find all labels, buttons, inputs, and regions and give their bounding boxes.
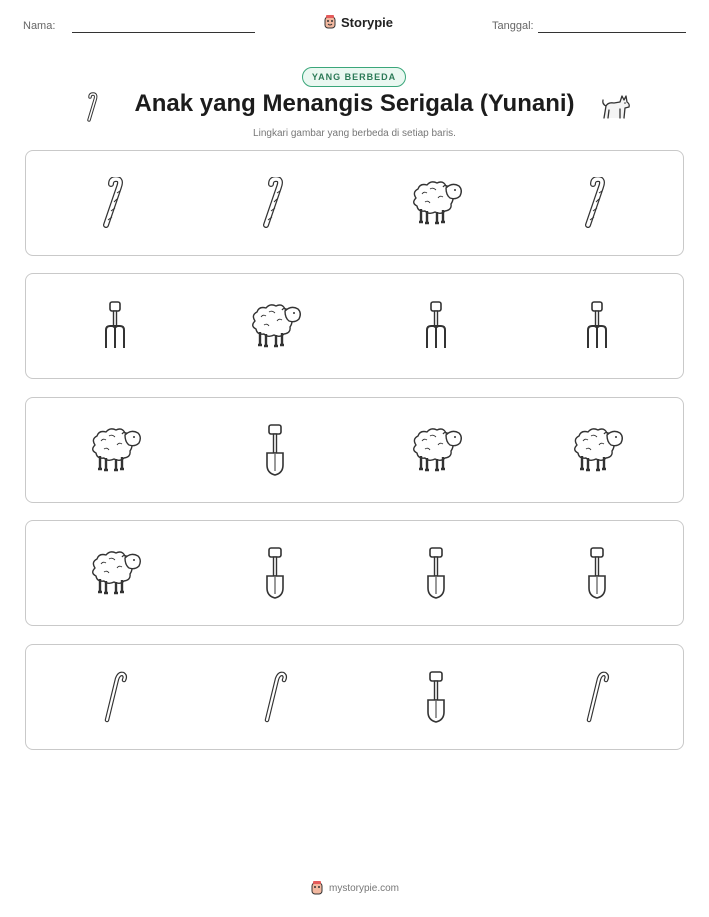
crook-icon <box>260 177 290 229</box>
row-4-choice-2[interactable] <box>245 521 305 625</box>
row-1-choice-3[interactable] <box>406 151 466 255</box>
name-label: Nama: <box>23 20 56 32</box>
pitchfork-icon <box>102 300 128 352</box>
row-2-choice-3[interactable] <box>406 274 466 378</box>
row-1-choice-2[interactable] <box>245 151 305 255</box>
row-2-choice-1[interactable] <box>85 274 145 378</box>
row-3-choice-4[interactable] <box>567 398 627 502</box>
footer <box>0 880 709 896</box>
puzzle-row <box>25 520 684 626</box>
row-2-choice-4[interactable] <box>567 274 627 378</box>
row-5-choice-2[interactable] <box>245 645 305 749</box>
row-5-choice-3[interactable] <box>406 645 466 749</box>
sheep-icon <box>87 425 143 475</box>
name-field[interactable] <box>72 32 255 33</box>
date-label: Tanggal: <box>492 20 534 32</box>
pitchfork-icon <box>423 300 449 352</box>
footer-url: mystorypie.com <box>328 882 399 894</box>
worksheet-title: Anak yang Menangis Serigala (Yunani) <box>134 90 575 117</box>
instructions: Lingkari gambar yang berbeda di setiap baris. <box>253 128 456 139</box>
row-3-choice-3[interactable] <box>406 398 466 502</box>
pitchfork-icon <box>584 300 610 352</box>
row-1-choice-4[interactable] <box>567 151 627 255</box>
row-5-choice-1[interactable] <box>85 645 145 749</box>
wolf-icon <box>600 92 632 122</box>
sheep-icon <box>569 425 625 475</box>
row-5-choice-4[interactable] <box>567 645 627 749</box>
crook-icon <box>582 177 612 229</box>
row-2-choice-2[interactable] <box>245 274 305 378</box>
staff-icon <box>262 671 288 723</box>
puzzle-row <box>25 273 684 379</box>
row-4-choice-1[interactable] <box>85 521 145 625</box>
category-badge: YANG BERBEDA <box>302 67 406 87</box>
sheep-icon <box>408 178 464 228</box>
brand-name: Storypie <box>341 14 394 30</box>
shovel-icon <box>263 546 287 600</box>
staff-icon <box>584 671 610 723</box>
staff-icon <box>102 671 128 723</box>
brand-logo <box>323 14 393 30</box>
shovel-icon <box>424 546 448 600</box>
mascot-icon <box>323 14 337 30</box>
sheep-icon <box>408 425 464 475</box>
row-3-choice-2[interactable] <box>245 398 305 502</box>
sheep-icon <box>87 548 143 598</box>
row-3-choice-1[interactable] <box>85 398 145 502</box>
mascot-icon <box>310 880 324 896</box>
crook-icon <box>100 177 130 229</box>
sheep-icon <box>247 301 303 351</box>
shovel-icon <box>585 546 609 600</box>
row-4-choice-3[interactable] <box>406 521 466 625</box>
date-field[interactable] <box>538 32 686 33</box>
row-4-choice-4[interactable] <box>567 521 627 625</box>
shovel-icon <box>263 423 287 477</box>
shovel-icon <box>424 670 448 724</box>
puzzle-row <box>25 150 684 256</box>
puzzle-row <box>25 397 684 503</box>
puzzle-row <box>25 644 684 750</box>
worksheet-header <box>0 0 709 50</box>
row-1-choice-1[interactable] <box>85 151 145 255</box>
